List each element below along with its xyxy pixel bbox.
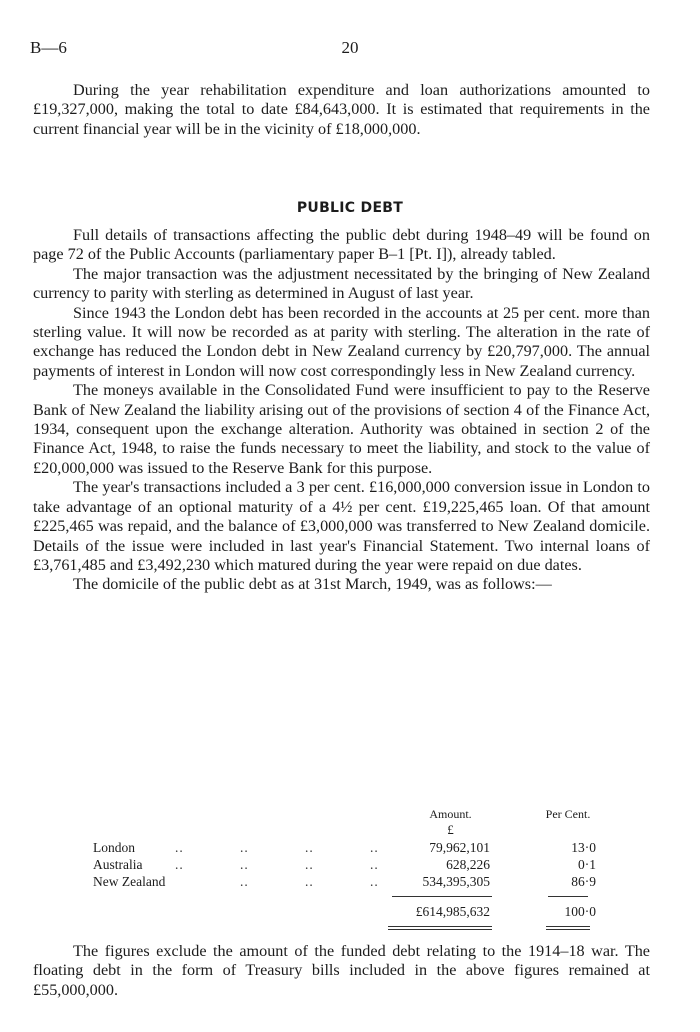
total-rule-amount <box>388 926 492 927</box>
total-rule-percent <box>546 926 590 927</box>
page-number: 20 <box>341 38 359 57</box>
amount-unit-label: £ <box>447 822 454 837</box>
closing-paragraph: The figures exclude the amount of the funded debt relating to the 1914–18 war. The floating debt in the form of Treasury bills included in the above figures remained at £55,000,000. <box>33 942 650 999</box>
row-label: New Zealand <box>93 874 166 889</box>
table-row: New Zealand .. .. .. 534,395,305 86·9 <box>93 874 596 889</box>
row-label: London <box>93 840 135 855</box>
row-label: Australia <box>93 857 143 872</box>
table-row: Australia .. .. .. .. 628,226 0·1 <box>93 857 596 872</box>
document-reference: B—6 <box>30 38 67 57</box>
table-row: London .. .. .. .. 79,962,101 13·0 <box>93 840 596 855</box>
paragraph-4: The moneys available in the Consolidated Fund were insufficient to pay to the Reserve Bank of New Zealand the liability arising out of the provisions of section 4 of the Finance Act, 1934, consequent upon the exchange alteration. Authority was obtained in section 2 of the Finance Act, 1948, to raise the funds necessary to meet the liability, and stock to the value of £20,000,000 was issued to the Reserve Bank for this purpose. <box>33 381 650 477</box>
row-percent: 86·9 <box>571 874 596 889</box>
total-double-rule-percent <box>546 929 590 930</box>
intro-paragraph: During the year rehabilitation expenditure and loan authorizations amounted to £19,327,000, making the total to date £84,643,000. It is estimated that requirements in the current financial year will be in the vicinity of £18,000,000. <box>33 81 650 138</box>
paragraph-2: The major transaction was the adjustment necessitated by the bringing of New Zealand currency to parity with sterling as determined in August of last year. <box>33 264 650 303</box>
subtotal-rule-amount <box>392 896 492 897</box>
row-amount: 628,226 <box>446 857 490 872</box>
total-amount: £614,985,632 <box>415 904 490 919</box>
total-double-rule-amount <box>388 929 492 930</box>
paragraph-5: The year's transactions included a 3 per cent. £16,000,000 conversion issue in London to take advantage of an optional maturity of a 4½ per cent. £19,225,465 loan. Of that amount £225,465 was repaid, and the balance of £3,000,000 was transferred to New Zealand domicile. Details of the issue were included in last year's Financial Statement. Two internal loans of £3,761,485 and £3,492,230 which matured during the year were repaid on due dates. <box>33 478 650 574</box>
closing-section <box>33 942 650 1000</box>
intro-section <box>33 81 650 139</box>
subtotal-rule-percent <box>548 896 588 897</box>
paragraph-1: Full details of transactions affecting the public debt during 1948–49 will be found on page 72 of the Public Accounts (parliamentary paper B–1 [Pt. I]), already tabled. <box>33 226 650 264</box>
row-percent: 0·1 <box>578 857 596 872</box>
row-percent: 13·0 <box>571 840 596 855</box>
public-debt-text <box>33 226 650 595</box>
percent-column-header: Per Cent. <box>545 807 591 821</box>
amount-column-header: Amount. <box>429 807 472 821</box>
section-heading: PUBLIC DEBT <box>296 200 404 216</box>
row-amount: 534,395,305 <box>422 874 490 889</box>
total-percent: 100·0 <box>564 904 596 919</box>
row-amount: 79,962,101 <box>429 840 490 855</box>
paragraph-6: The domicile of the public debt as at 31st March, 1949, was as follows:— <box>73 575 552 594</box>
paragraph-3: Since 1943 the London debt has been recorded in the accounts at 25 per cent. more than sterling value. It will now be recorded as at parity with sterling. The alteration in the rate of exchange has reduced the London debt in New Zealand currency by £20,797,000. The annual payments of interest in London will now cost correspondingly less in New Zealand currency. <box>33 303 650 380</box>
